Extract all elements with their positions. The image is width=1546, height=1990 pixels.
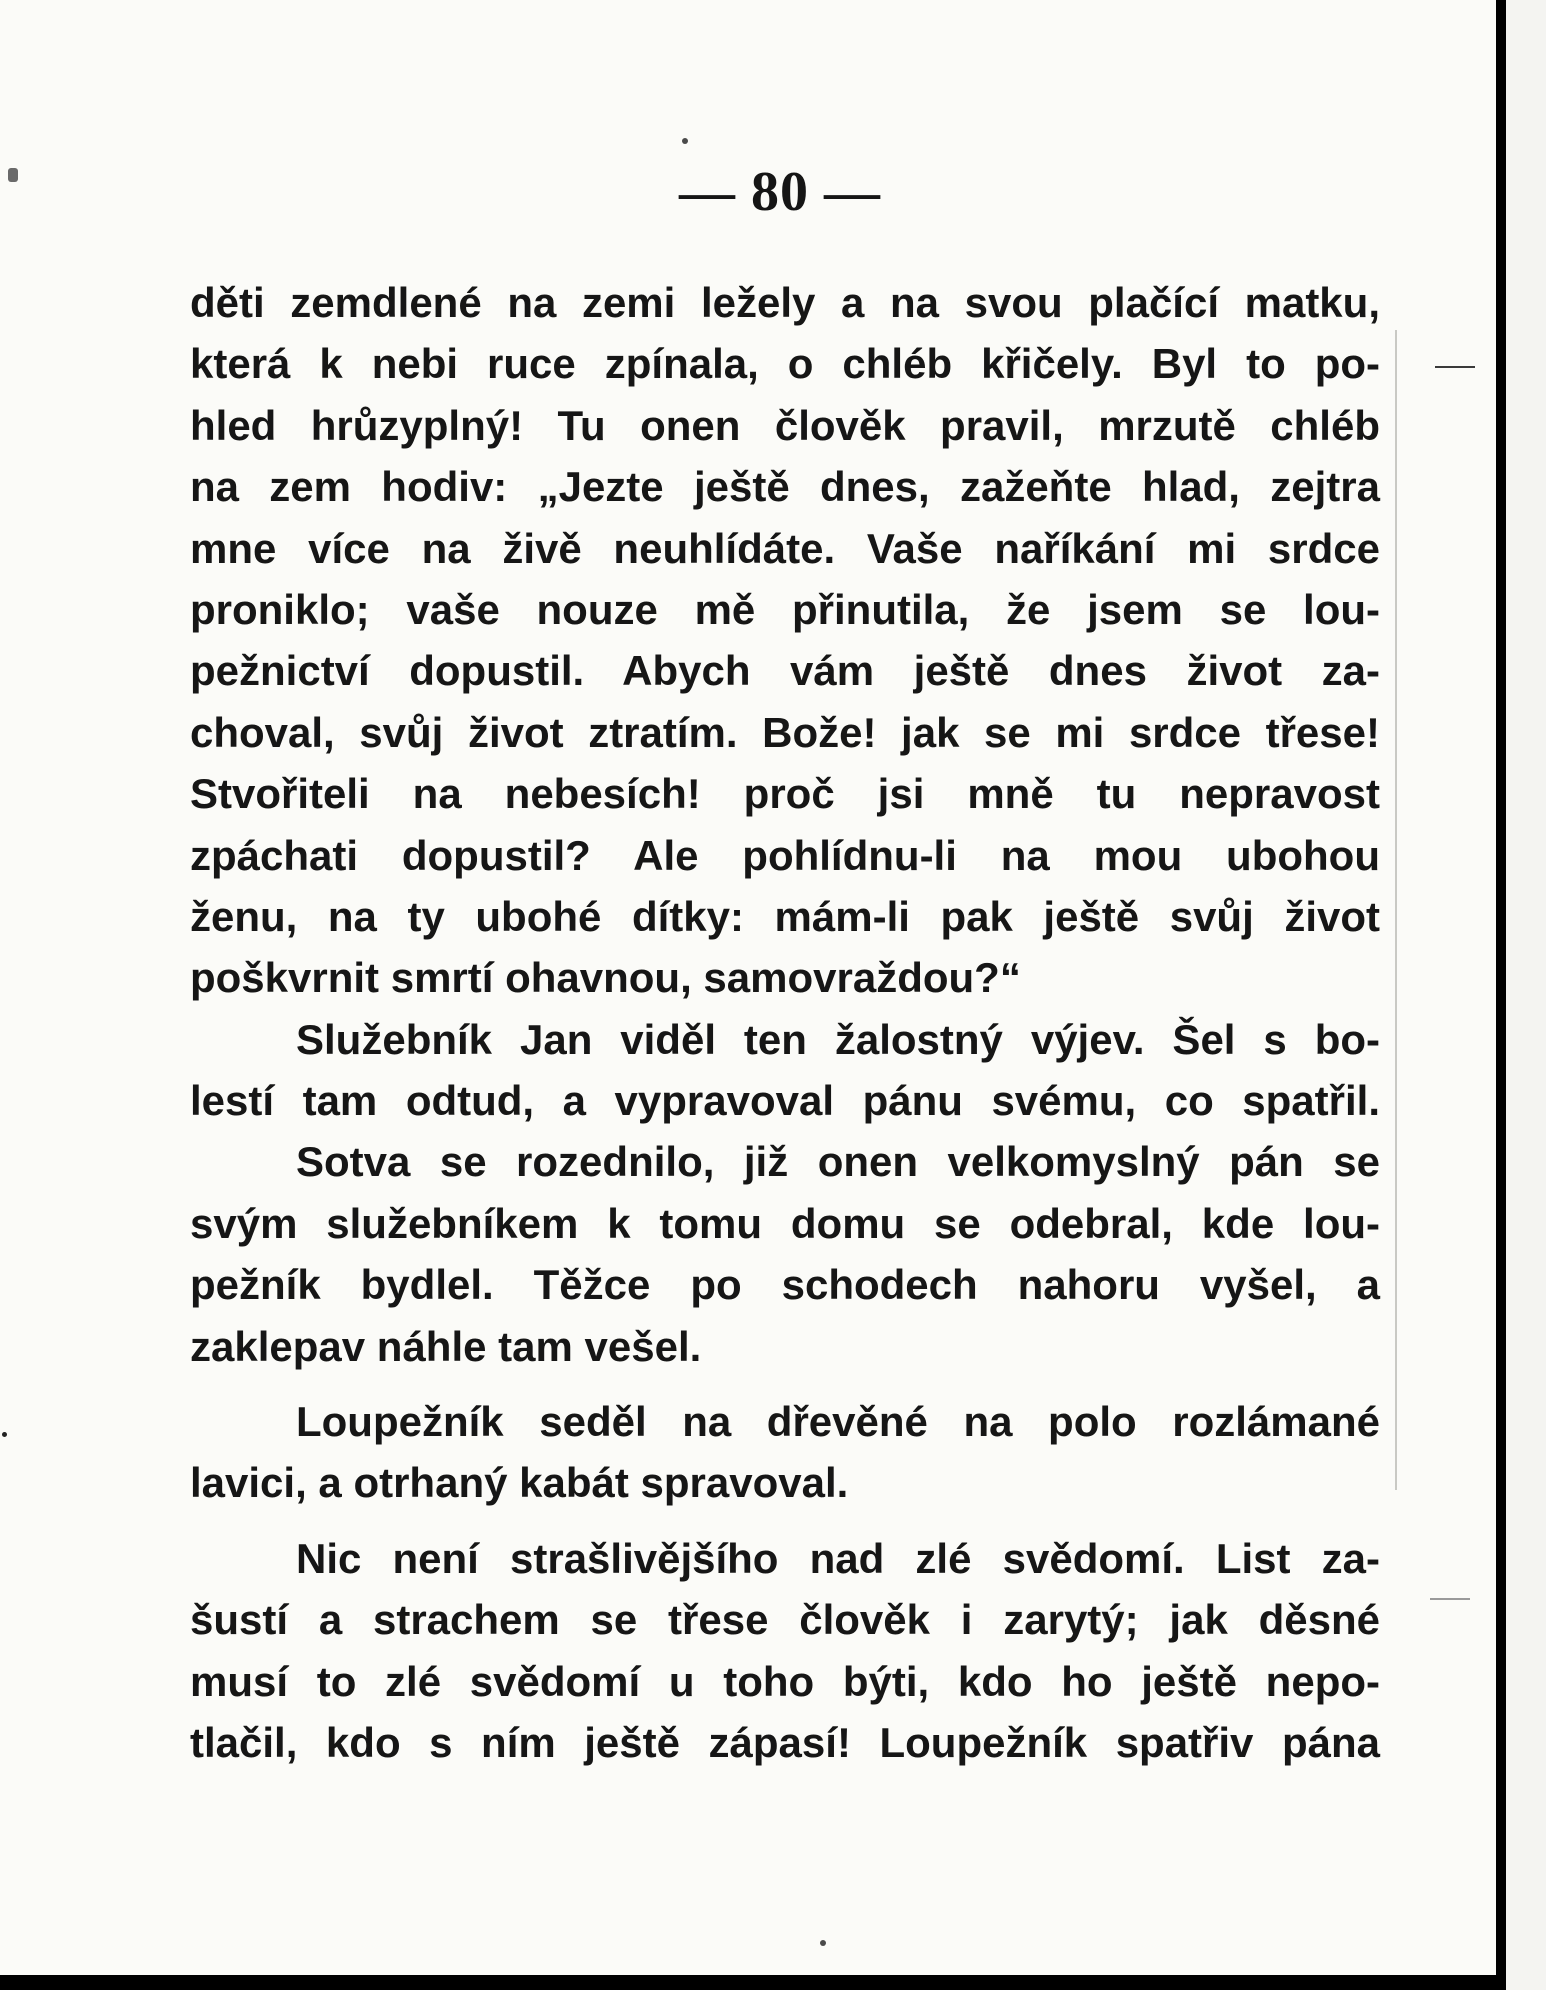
paragraph-gap [190,1514,1380,1528]
text-line: šustí a strachem se třese člověk i zarytý; jak děsné [190,1596,1380,1644]
text-line: proniklo; vaše nouze mě přinutila, že jsem se lou- [190,585,1380,633]
text-line: mne více na živě neuhlídáte. Vaše naříkání mi srdce [190,524,1380,572]
margin-dash-mark [1435,366,1475,368]
margin-dash-mark [1430,1598,1470,1600]
text-line: pežník bydlel. Těžce po schodech nahoru vyšel, a [190,1261,1380,1309]
text-line: na zem hodiv: „Jezte ještě dnes, zažeňte hlad, zejtra [190,463,1380,511]
adjacent-page-edge [1506,0,1546,1990]
page-margin-shadow [1395,330,1397,1490]
text-line: děti zemdlené na zemi ležely a na svou plačící matku, [190,279,1380,326]
page-body-text [190,272,1380,1773]
text-line: poškvrnit smrtí ohavnou, samovraždou?“ [190,954,1021,1002]
text-line: zpáchati dopustil? Ale pohlídnu-li na mou ubohou [190,831,1380,879]
page-number: — 80 — [679,161,881,223]
ink-speck [2,1432,7,1437]
text-line: lavici, a otrhaný kabát spravoval. [190,1459,849,1507]
text-line: Stvořiteli na nebesích! proč jsi mně tu nepravost [190,770,1380,818]
text-line: zaklepav náhle tam vešel. [190,1322,702,1370]
text-line: Služebník Jan viděl ten žalostný výjev. Šel s bo- [296,1015,1380,1063]
text-line: choval, svůj život ztratím. Bože! jak se mi srdce třese! [190,708,1380,756]
text-line: Loupežník seděl na dřevěné na polo rozlámané [296,1398,1380,1446]
text-line: hled hrůzyplný! Tu onen člověk pravil, mrzutě chléb [190,401,1380,449]
text-line: Sotva se rozednilo, již onen velkomyslný pán se [296,1138,1380,1186]
ink-speck [820,1940,826,1946]
text-line: pežnictví dopustil. Abych vám ještě dnes život za- [190,647,1380,695]
ink-speck [682,138,688,144]
text-line: svým služebníkem k tomu domu se odebral, kde lou- [190,1199,1380,1247]
text-line: která k nebi ruce zpínala, o chléb křičely. Byl to po- [190,340,1380,388]
text-line: tlačil, kdo s ním ještě zápasí! Loupežník spatřiv pána [190,1718,1380,1766]
text-line: musí to zlé svědomí u toho býti, kdo ho ještě nepo- [190,1657,1380,1705]
text-line: Nic není strašlivějšího nad zlé svědomí. List za- [296,1534,1380,1582]
text-line: lestí tam odtud, a vypravoval pánu svému, co spatřil. [190,1077,1380,1125]
text-line: ženu, na ty ubohé dítky: mám-li pak ještě svůj život [190,892,1380,940]
paragraph-gap [190,1377,1380,1391]
